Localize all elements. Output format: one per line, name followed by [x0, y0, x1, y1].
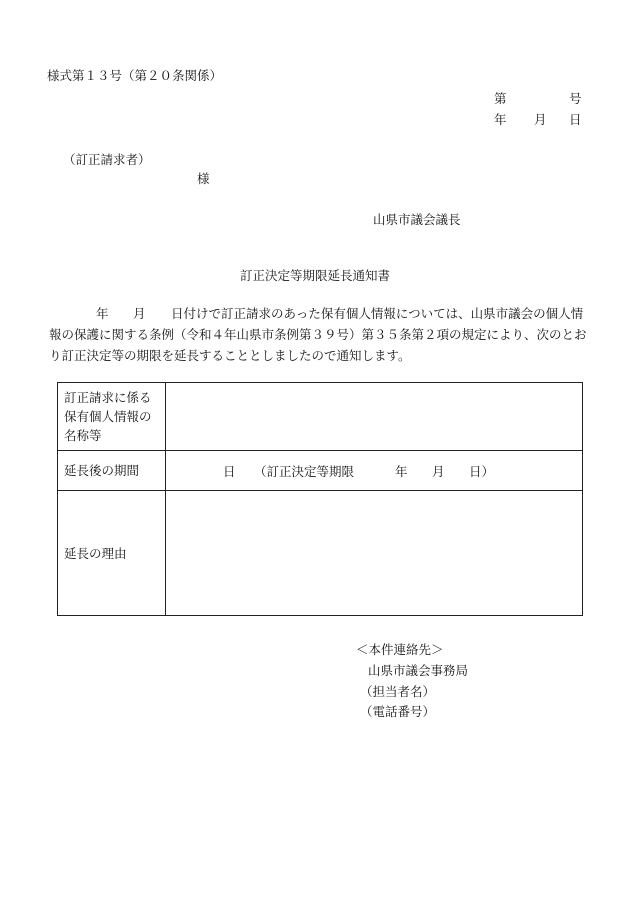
body-year: 年: [96, 306, 109, 321]
document-title: 訂正決定等期限延長通知書: [240, 268, 391, 283]
deadline-year: 年: [395, 464, 408, 479]
honorific: 様: [197, 171, 210, 186]
body-line-1: [49, 303, 584, 324]
period-day: 日: [223, 464, 236, 479]
reason-value-cell: [166, 491, 583, 616]
deadline-label: （訂正決定等期限: [254, 464, 355, 479]
document-number-suffix: 号: [569, 91, 582, 106]
body-line-2: [49, 324, 587, 345]
period-label-cell: 延長後の期間: [58, 451, 166, 491]
table-row-reason: [58, 491, 583, 616]
notice-table: [57, 382, 583, 616]
info-value-cell: [166, 383, 583, 451]
date-month: 月: [534, 112, 547, 127]
contact-person: （担当者名）: [360, 684, 436, 699]
body-line-3-text: り訂正決定等の期限を延長することとしましたので通知します。: [49, 348, 411, 363]
body-month: 月: [133, 306, 146, 321]
body-line-2-text: 報の保護に関する条例（令和４年山県市条例第３９号）第３５条第２項の規定により、次のとお: [49, 327, 587, 342]
table-row-period: [58, 451, 583, 491]
reason-label-cell: 延長の理由: [58, 491, 166, 616]
date-day: 日: [569, 112, 582, 127]
period-value: [166, 451, 582, 490]
contact-heading: ＜本件連絡先＞: [356, 642, 444, 657]
table-row-info: [58, 383, 583, 451]
info-label-line-2: 保有個人情報の: [64, 409, 152, 424]
info-label-line-3: 名称等: [64, 428, 102, 443]
period-value-cell: [166, 451, 583, 491]
date-year: 年: [494, 112, 507, 127]
deadline-month: 月: [432, 464, 445, 479]
document-number-prefix: 第: [494, 91, 507, 106]
form-number: 様式第１３号（第２０条関係）: [47, 68, 223, 83]
info-label-line-1: 訂正請求に係る: [64, 390, 152, 405]
contact-office: 山県市議会事務局: [368, 663, 469, 678]
contact-phone: （電話番号）: [360, 704, 436, 719]
info-label-cell: [58, 383, 166, 451]
deadline-day: 日）: [469, 464, 495, 479]
body-line-1-text: 日付けで訂正請求のあった保有個人情報については、山県市議会の個人情: [171, 306, 584, 321]
body-line-3: [49, 345, 584, 366]
sender-name: 山県市議会議長: [373, 212, 461, 227]
body-paragraph: [49, 303, 587, 366]
requester-label: （訂正請求者）: [63, 152, 151, 167]
